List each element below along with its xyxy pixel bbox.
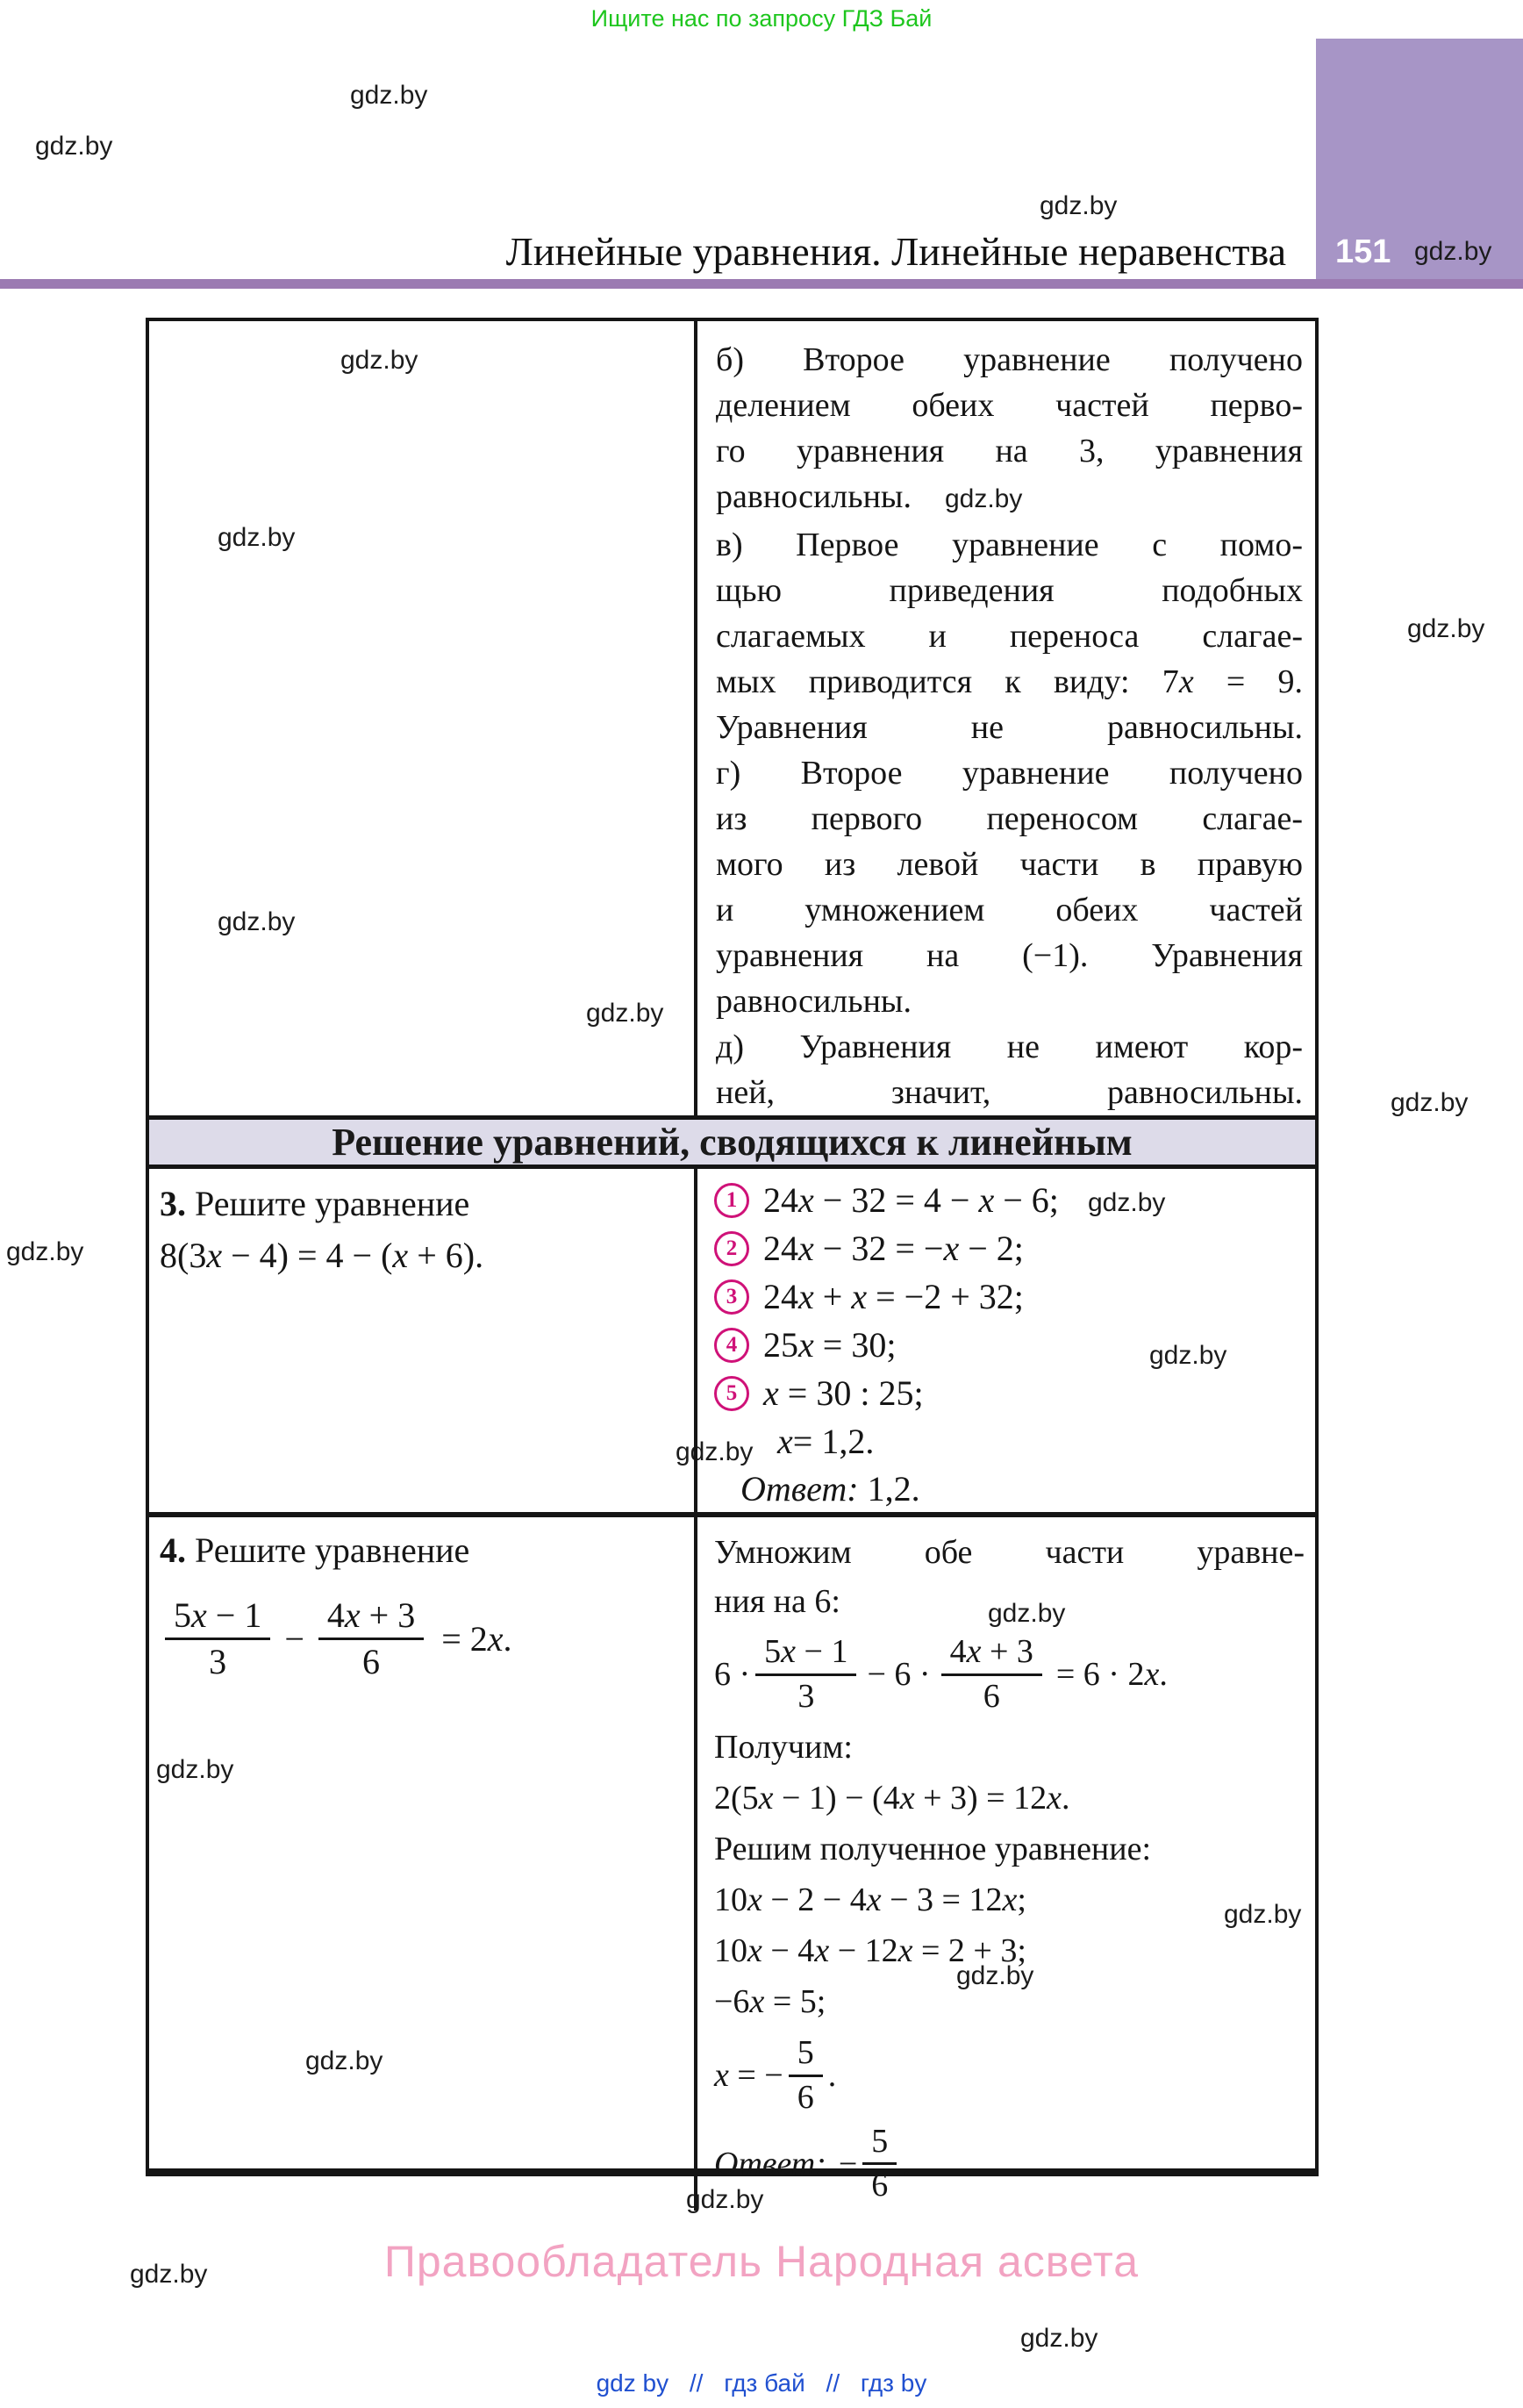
step-equation: 24x + x = −2 + 32; — [763, 1277, 1024, 1316]
problem4-title-text: Решите уравнение — [195, 1530, 470, 1570]
copyright-text: Правообладатель Народная асвета — [383, 2237, 1140, 2286]
explanation-line: б) Второе уравнение получено — [716, 341, 1303, 378]
solution-equation-line: 10x − 4x − 12x = 2 + 3; — [714, 1931, 1026, 1969]
links-separator: // — [689, 2369, 704, 2397]
fraction: $\frac{5x - 1}{3}$ — [755, 1635, 856, 1715]
explanation-line: слагаемых и переноса слагае- — [716, 618, 1303, 655]
problem3-title — [160, 1183, 685, 1224]
problem3-answer-line — [714, 1465, 1306, 1512]
problem3-equation: 8(3x − 4) = 4 − (x + 6). — [160, 1236, 484, 1275]
section-banner — [149, 1115, 1315, 1169]
footer-link-gdz-by[interactable]: gdz by — [596, 2369, 669, 2397]
solution-step — [714, 1224, 1306, 1272]
watermark: gdz.by — [1040, 191, 1118, 220]
explanation-line: г) Второе уравнение получено — [716, 755, 1303, 792]
explanation-line: делением обеих частей перво- — [716, 387, 1303, 424]
watermark: gdz.by — [350, 81, 428, 110]
watermark: gdz.by — [944, 484, 1023, 513]
problem4-number: 4. — [160, 1530, 186, 1570]
fraction: $\frac{4x + 3}{6}$ — [318, 1597, 424, 1681]
explanation-line: мого из левой части в правую — [716, 846, 1303, 883]
solution-equation-line: −6x = 5; — [714, 1982, 826, 2020]
problem3-number: 3. — [160, 1184, 186, 1223]
equation-rhs: = 2x. — [441, 1619, 512, 1659]
step-number-badge: 5 — [714, 1376, 749, 1411]
solution-step — [714, 1176, 1306, 1224]
problem4-statement-cell — [149, 1517, 697, 2211]
problem3-statement-cell — [149, 1169, 697, 1512]
problem3-title-text: Решите уравнение — [195, 1184, 470, 1223]
watermark: gdz.by — [1407, 614, 1485, 643]
step-equation: 24x − 32 = −x − 2; — [763, 1229, 1024, 1268]
problem3-result: x = 1,2. — [777, 1421, 875, 1461]
problem4-equation — [160, 1597, 685, 1681]
solution-step — [714, 1321, 1306, 1369]
solution-text-line: Умножим обе части уравне- — [714, 1534, 1305, 1571]
watermark: gdz.by — [676, 1437, 754, 1466]
step-equation: 24x − 32 = 4 − x − 6; — [763, 1180, 1059, 1220]
explanation-line — [716, 474, 1303, 522]
watermark: gdz.by — [1224, 1900, 1302, 1929]
watermark: gdz.by — [130, 2260, 208, 2289]
solution-step — [714, 1369, 1306, 1417]
footer-links — [0, 2369, 1523, 2397]
explanation-line: равносильны. — [716, 983, 912, 1020]
answer-label: Ответ: — [740, 1468, 859, 1509]
links-separator: // — [826, 2369, 840, 2397]
watermark: gdz.by — [988, 1599, 1066, 1628]
watermark: gdz.by — [1414, 237, 1492, 266]
section-banner-title: Решение уравнений, сводящихся к линейным — [332, 1121, 1133, 1164]
step-number-badge: 2 — [714, 1231, 749, 1266]
fraction: $\frac{5}{6}$ — [789, 2036, 823, 2116]
watermark: gdz.by — [218, 523, 296, 552]
explanation-text: равносильны. — [716, 478, 912, 515]
solution-equation-line: 2(5x − 1) − (4x + 3) = 12x. — [714, 1779, 1070, 1817]
step-number-badge: 4 — [714, 1328, 749, 1363]
solution-equation-line: 10x − 2 − 4x − 3 = 12x; — [714, 1881, 1026, 1918]
table-row-problem-4 — [149, 1512, 1315, 2211]
explanation-line: из первого переносом слагае- — [716, 800, 1303, 837]
watermark: gdz.by — [156, 1755, 234, 1784]
problem4-answer-line: Ответ: − $\frac{5}{6}$ . — [714, 2122, 911, 2204]
watermark: gdz.by — [686, 2185, 764, 2214]
watermark: gdz.by — [35, 132, 113, 161]
fraction: $\frac{4x + 3}{6}$ — [941, 1635, 1042, 1715]
fraction: $\frac{5x - 1}{3}$ — [165, 1597, 270, 1681]
multiplied-equation: 6 · $\frac{5x - 1}{3}$ − 6 · $\frac{4x + 3}{6}$ = 6 · 2x. — [714, 1633, 1168, 1715]
answer-value: 1,2. — [867, 1468, 920, 1509]
explanation-line: мых приводится к виду: 7x = 9. — [716, 663, 1303, 700]
problem4-title — [160, 1530, 685, 1571]
page-number: 151 — [1335, 233, 1391, 270]
watermark: gdz.by — [6, 1237, 84, 1266]
step-number-badge: 1 — [714, 1183, 749, 1218]
explanation-line: и умножением обеих частей — [716, 892, 1303, 928]
explanation-line: д) Уравнения не имеют кор- — [716, 1028, 1303, 1065]
solution-step — [714, 1272, 1306, 1321]
watermark: gdz.by — [1149, 1341, 1227, 1370]
table-row-explanations — [149, 321, 1315, 1115]
fraction: $\frac{5}{6}$ — [862, 2125, 897, 2204]
chapter-title: Линейные уравнения. Линейные неравенства — [505, 229, 1286, 274]
explanation-line: щью приведения подобных — [716, 572, 1303, 609]
watermark: gdz.by — [1020, 2324, 1098, 2353]
answer-label: Ответ: — [714, 2145, 826, 2182]
table-row-problem-3 — [149, 1169, 1315, 1512]
watermark: gdz.by — [1391, 1088, 1469, 1117]
problem4-result: x = − $\frac{5}{6}$ . — [714, 2033, 837, 2116]
watermark: gdz.by — [586, 999, 664, 1028]
problem4-solution-cell — [697, 1517, 1315, 2211]
watermark: gdz.by — [956, 1961, 1034, 1990]
solution-text-line: ния на 6: — [714, 1583, 840, 1620]
explanation-line: уравнения на (−1). Уравнения — [716, 937, 1303, 974]
explanation-line: го уравнения на 3, уравнения — [716, 433, 1303, 469]
explanations-left-cell — [149, 321, 697, 1115]
page-number-block — [1316, 39, 1523, 281]
footer-link-gdz-by-2[interactable]: гдз by — [860, 2369, 927, 2397]
operator: − — [284, 1619, 304, 1659]
problem3-solution-cell — [697, 1169, 1315, 1512]
explanation-line: в) Первое уравнение с помо- — [716, 527, 1303, 563]
watermark: gdz.by — [218, 907, 296, 936]
watermark: gdz.by — [305, 2046, 383, 2075]
watermark: gdz.by — [340, 346, 418, 375]
step-equation: 25x = 30; — [763, 1325, 897, 1365]
explanation-line: ней, значит, равносильны. — [716, 1074, 1303, 1111]
watermark: gdz.by — [1088, 1188, 1166, 1217]
promo-banner-text: Ищите нас по запросу ГДЗ Бай — [590, 5, 933, 32]
footer-link-gdz-bai[interactable]: гдз бай — [724, 2369, 805, 2397]
solution-text-line: Получим: — [714, 1728, 853, 1766]
solutions-table — [146, 318, 1319, 2204]
step-equation: x = 30 : 25; — [763, 1373, 924, 1413]
solution-text-line: Решим полученное уравнение: — [714, 1830, 1152, 1867]
explanations-right-cell — [697, 321, 1315, 1115]
step-number-badge: 3 — [714, 1279, 749, 1315]
explanation-line: Уравнения не равносильны. — [716, 709, 1303, 746]
header-divider-rule — [0, 279, 1523, 289]
